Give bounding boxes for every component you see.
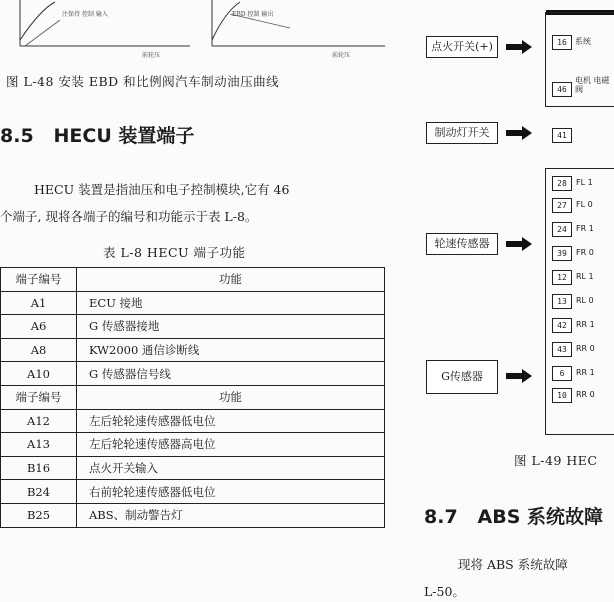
cell-fn: G 传感器接地: [77, 315, 385, 339]
cell-fn: ABS、制动警告灯: [77, 503, 385, 527]
hecu-wiring-diagram: [400, 0, 614, 465]
table-row: [1, 409, 385, 433]
table-row: [1, 362, 385, 386]
pin-label: RR 1: [576, 320, 595, 329]
body2-line-2: L-50。: [424, 584, 465, 599]
pin-label: 电机 电磁阀: [575, 76, 610, 94]
table-row: [1, 456, 385, 480]
body2-line-1: 现将 ABS 系统故障: [458, 557, 568, 572]
pin-label: RR 1: [576, 368, 595, 377]
cell-no: A1: [1, 291, 77, 315]
cell-no: A12: [1, 409, 77, 433]
pin-41: 41: [552, 128, 572, 143]
table-row: [1, 291, 385, 315]
pin: 42: [552, 318, 572, 333]
pin-label: FR 0: [576, 248, 594, 257]
cell-fn: 左后轮轮速传感器高电位: [77, 433, 385, 457]
cell-no: A13: [1, 433, 77, 457]
cell-no: B25: [1, 503, 77, 527]
section-number: 8.5: [0, 125, 34, 147]
cell-no: B16: [1, 456, 77, 480]
left-x-label: 前轮压: [142, 52, 161, 59]
cell-no: B24: [1, 480, 77, 504]
section-heading-85: [0, 121, 194, 148]
section-title: HECU 装置端子: [53, 125, 195, 147]
right-x-label: 前轮压: [332, 52, 351, 59]
cell-fn: G 传感器信号线: [77, 362, 385, 386]
pin-16: 16: [552, 35, 572, 50]
cell-no: A6: [1, 315, 77, 339]
cell-fn: KW2000 通信诊断线: [77, 338, 385, 362]
header-fn: 功能: [77, 268, 385, 292]
arrow-right-icon: [506, 237, 532, 251]
pin-label: 系统: [575, 37, 591, 46]
header-no: 端子编号: [1, 385, 77, 409]
pin-label: RL 0: [576, 296, 594, 305]
pin: 12: [552, 270, 572, 285]
ignition-switch-box: 点火开关(+): [426, 36, 498, 58]
pressure-curves-fragment: [0, 0, 395, 62]
cell-fn: 点火开关输入: [77, 456, 385, 480]
pin: 24: [552, 222, 572, 237]
pin-label: RR 0: [576, 344, 595, 353]
cell-no: A8: [1, 338, 77, 362]
pin: 43: [552, 342, 572, 357]
g-sensor-box: G传感器: [426, 360, 498, 394]
pin-46: 46: [552, 82, 572, 97]
pin-label: FL 0: [576, 200, 593, 209]
cell-fn: 左后轮轮速传感器低电位: [77, 409, 385, 433]
pin: 27: [552, 198, 572, 213]
table-row: [1, 480, 385, 504]
header-no: 端子编号: [1, 268, 77, 292]
cell-fn: ECU 接地: [77, 291, 385, 315]
terminal-table: [0, 267, 385, 528]
arrow-right-icon: [506, 126, 532, 140]
pin-label: FL 1: [576, 178, 593, 187]
table-header-row: [1, 385, 385, 409]
table-row: [1, 315, 385, 339]
table-row: [1, 433, 385, 457]
figure-l48-caption: 图 L-48 安装 EBD 和比例阀汽车制动油压曲线: [6, 74, 280, 89]
header-fn: 功能: [77, 385, 385, 409]
pin: 10: [552, 388, 572, 403]
table-row: [1, 338, 385, 362]
pin-label: RL 1: [576, 272, 594, 281]
pin-label: RR 0: [576, 390, 595, 399]
pin: 28: [552, 176, 572, 191]
brake-switch-box: 制动灯开关: [426, 122, 498, 144]
section-number: 8.7: [424, 506, 458, 528]
pin: 39: [552, 246, 572, 261]
cell-no: A10: [1, 362, 77, 386]
table-header-row: [1, 268, 385, 292]
left-curve-label: 注保持 控制 输入: [62, 11, 108, 18]
pin: 6: [552, 366, 572, 381]
section-heading-87: [424, 502, 603, 529]
cell-fn: 右前轮轮速传感器低电位: [77, 480, 385, 504]
figure-l49-caption: 图 L-49 HEC: [514, 453, 598, 468]
body-line-1: HECU 装置是指油压和电子控制模块,它有 46: [34, 182, 290, 197]
arrow-right-icon: [506, 40, 532, 54]
body-line-2: 个端子, 现将各端子的编号和功能示于表 L-8。: [0, 209, 258, 224]
pin: 13: [552, 294, 572, 309]
arrow-right-icon: [506, 369, 532, 383]
pin-label: FR 1: [576, 224, 594, 233]
right-curve-label: EBD 控制 输出: [232, 11, 274, 18]
wheel-sensor-box: 轮速传感器: [426, 233, 498, 255]
section-title: ABS 系统故障: [477, 506, 604, 528]
table-row: [1, 503, 385, 527]
table-caption: 表 L-8 HECU 端子功能: [103, 245, 246, 260]
